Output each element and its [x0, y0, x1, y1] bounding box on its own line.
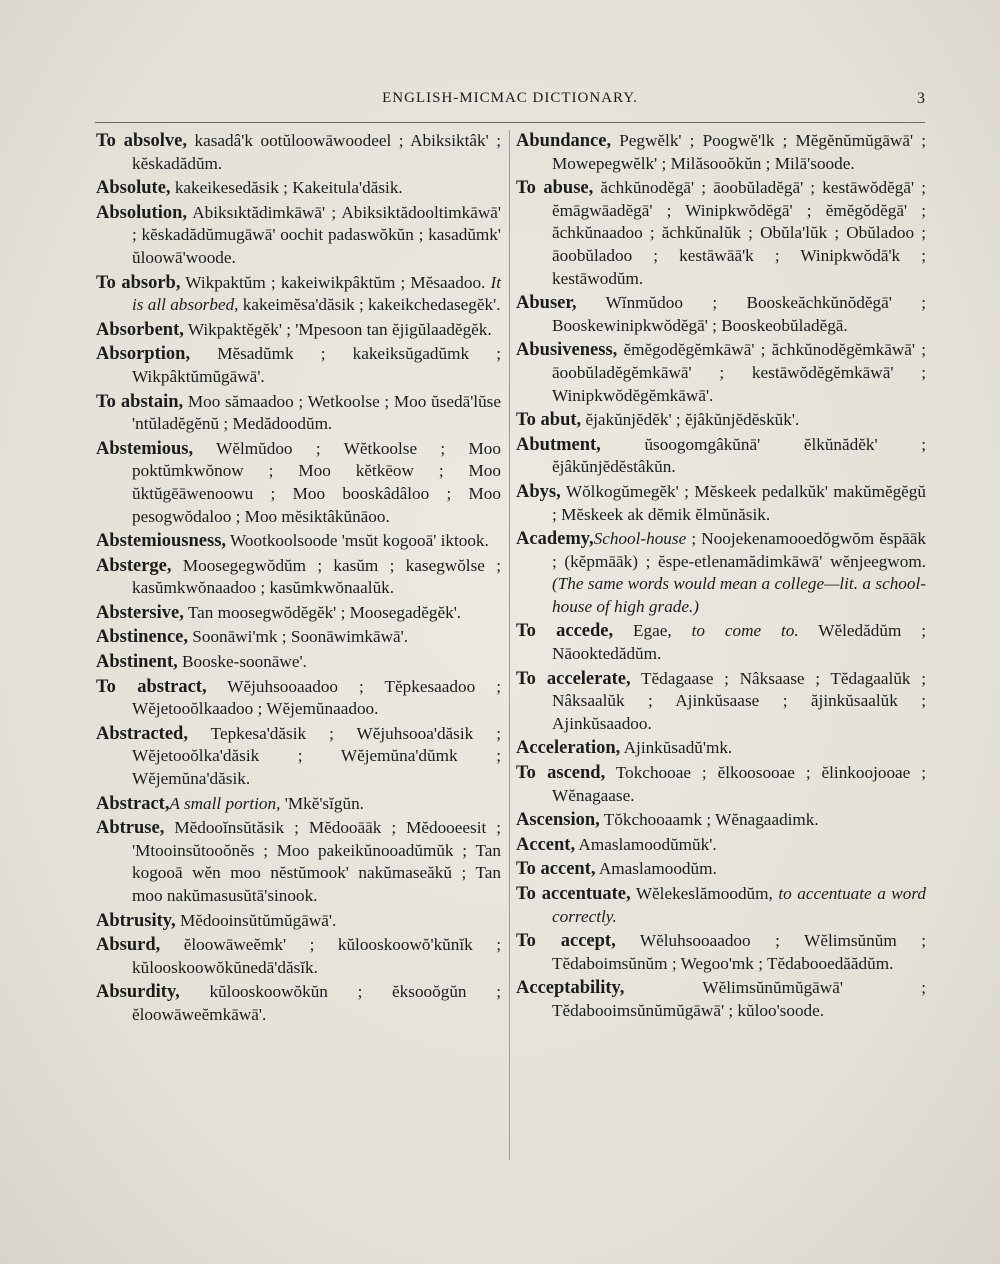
entry-definition: Pegwĕlk' ; Poogwĕ'lk ; Mĕgĕnŭmŭgāwā' ; Mowepegwĕlk' ; Milăsooŏkŭn ; Milā'soode. — [552, 131, 926, 173]
entry-definition: Tepkesa'dăsik ; Wĕjuhsooa'dăsik ; Wĕjetooŏlka'dăsik ; Wĕjemŭna'dŭmk ; Wĕjemŭna'dăsik. — [132, 723, 501, 789]
dictionary-entry — [96, 910, 501, 933]
entry-definition: Wĕluhsooaadoo ; Wĕlimsŭnŭm ; Tĕdaboimsŭnŭm ; Wegoo'mk ; Tĕdabooedăădŭm. — [552, 931, 926, 973]
dictionary-entry — [516, 409, 926, 432]
entry-headword: Abundance, — [516, 131, 612, 151]
entry-headword: absolve, — [123, 131, 187, 151]
entry-definition: kakeikesedăsik ; Kakeitula'dăsik. — [170, 178, 403, 198]
entry-definition: ĕjakŭnjĕdĕk' ; ĕjâkŭnjĕdĕskŭk'. — [581, 410, 800, 430]
entry-headword: Absterge, — [96, 555, 172, 576]
entry-headword: Abusiveness, — [516, 340, 618, 361]
entry-italic-gloss: to come to. — [691, 621, 799, 641]
entry-headword: Acceleration, — [516, 738, 621, 759]
entry-headword: Abys, — [516, 481, 561, 502]
entry-definition: Wootkoolsoode 'msŭt kogooā' iktook. — [226, 531, 489, 551]
dictionary-entry — [96, 343, 501, 388]
dictionary-entry — [96, 651, 501, 674]
entry-prefix: To — [516, 931, 561, 952]
entry-definition: kŭlooskoowŏkŭn ; ĕksooŏgŭn ; ĕloowāweĕmkāwā'. — [132, 982, 501, 1024]
entry-headword: abstain, — [120, 391, 184, 412]
entry-headword: Acceptability, — [516, 978, 625, 999]
dictionary-entry — [96, 817, 501, 907]
entry-italic-gloss: It is all absorbed, — [132, 272, 501, 315]
entry-headword: Absolute, — [96, 178, 171, 199]
entry-headword: Abstemious, — [96, 438, 194, 459]
dictionary-entry — [516, 668, 926, 736]
entry-definition: Tokchooae ; ĕlkoosooae ; ĕlinkoojooae ; Wĕnagaase. — [552, 763, 926, 805]
entry-headword: accentuate, — [541, 884, 631, 904]
entry-headword: accede, — [556, 621, 614, 642]
dictionary-entry — [516, 858, 926, 881]
dictionary-entry — [516, 930, 926, 975]
entry-definition: Amaslamoodŭm. — [595, 859, 717, 879]
dictionary-entry — [516, 481, 926, 526]
entry-definition: Tan moosegwŏdĕgĕk' ; Moosegadĕgĕk'. — [183, 602, 462, 622]
entry-definition: Wĕlmŭdoo ; Wĕtkoolse ; Moo poktŭmkwŏnow ; Moo kĕtkēow ; Moo ŭktŭgēāwenoowu ; Moo booskâdâloo ; Moo pesogwŏdaloo ; Moo mĕsiktâkŭnāoo. — [132, 438, 501, 526]
entry-definition: Moosegegwŏdŭm ; kasŭm ; kasegwŏlse ; kasŭmkwŏnaadoo ; kasŭmkwŏnaalŭk. — [132, 555, 501, 598]
dictionary-entry — [516, 620, 926, 665]
entry-definition: Abiksıktădimkāwā' ; Abiksiktădooltimkāwā' ; kĕskadădŭmugāwā' oochit padaswŏkŭn ; kasadŭmk' ŭloowā'woode. — [132, 202, 501, 267]
entry-italic-gloss: (The same words would mean a college—lit. a school-house of high grade.) — [552, 574, 926, 616]
entry-definition: Mĕsadŭmk ; kakeiksŭgadŭmk ; Wikpâktŭmŭgāwā'. — [132, 344, 501, 386]
entry-italic-gloss: A small portion, — [169, 793, 281, 813]
entry-definition: Booske-soonāwe'. — [177, 652, 307, 672]
entry-definition: Wĕlimsŭnŭmŭgāwā' ; Tĕdabooimsŭnŭmŭgāwā' ; kŭloo'soode. — [552, 978, 926, 1020]
dictionary-entry — [96, 319, 501, 342]
entry-definition: Moo sămaadoo ; Wetkoolse ; Moo ŭsedā'lŭse 'ntŭladĕgĕnŭ ; Medădoodŭm. — [132, 391, 501, 434]
entry-definition: 'Mkĕ'sĭgŭn. — [280, 793, 364, 813]
entry-definition: Mĕdooĭnsŭtăsik ; Mĕdooāāk ; Mĕdooeesit ; 'Mtooinsŭtooŏnĕs ; Moo pakeikŭnooadŭmŭk ; Tan kogooā wĕn moo nĕstŭmook' nakŭmaseăkŭ ; Tan moo nakŭmasusŭtā'sinook. — [132, 818, 501, 905]
entry-headword: Abstinent, — [96, 652, 178, 673]
entry-definition: ĕloowāweĕmk' ; kŭlooskoowŏ'kŭnĭk ; kŭlooskoowŏkŭnedā'dăsĭk. — [132, 935, 501, 977]
column-divider — [509, 130, 510, 1160]
entry-prefix: To — [96, 676, 138, 697]
entry-prefix: To — [96, 391, 121, 412]
entry-headword: Absorption, — [96, 344, 191, 365]
dictionary-entry — [96, 272, 501, 317]
dictionary-entry — [96, 438, 501, 528]
entry-headword: ascend, — [547, 763, 606, 784]
entry-headword: Absurd, — [96, 935, 161, 956]
entry-definition: Wikpaktŭm ; kakeiwikpâktŭm ; Mĕsaadoo. — [180, 272, 491, 292]
dictionary-entry — [96, 626, 501, 649]
dictionary-entry — [516, 434, 926, 479]
entry-definition: kakeimĕsa'dăsik ; kakeikchedasegĕk'. — [238, 295, 501, 315]
entry-prefix: To — [516, 621, 557, 642]
entry-definition: Ajinkŭsadŭ'mk. — [620, 738, 733, 758]
entry-prefix: To — [516, 668, 547, 689]
dictionary-entry — [516, 834, 926, 857]
entry-definition: Wĕlekeslămoodŭm, — [630, 884, 779, 903]
entry-definition: Amaslamoodŭmŭk'. — [575, 834, 717, 854]
dictionary-entry — [516, 977, 926, 1022]
entry-headword: abut, — [540, 410, 582, 431]
entry-headword: Abtruse, — [96, 818, 165, 839]
dictionary-entry — [96, 202, 501, 270]
entry-headword: absorb, — [121, 272, 181, 293]
dictionary-entry — [96, 530, 501, 553]
entry-headword: abstract, — [137, 676, 207, 697]
entry-definition: ăchkŭnodĕgā' ; āoobŭladĕgā' ; kestāwŏdĕgā' ; ĕmāgwāadĕgā' ; Winipkwŏdĕgā' ; ĕmĕgŏdĕgā' ; ăchkŭnaadoo ; ăchkŭnalŭk ; Obŭla'lŭk ; Obŭladoo ; āoobŭladoo ; kestāwāā'k ; Winipkwŏdā'k ; kestāwodŭm. — [552, 178, 926, 288]
entry-definition: Tĕdagaase ; Nâksaase ; Tĕdagaalŭk ; Nâksaalŭk ; Ajinkŭsaase ; ăjinkŭsaalŭk ; Ajinkŭsaadoo. — [552, 668, 926, 733]
entry-definition: Soonāwi'mk ; Soonāwimkāwā'. — [188, 627, 409, 647]
dictionary-entry — [96, 676, 501, 721]
dictionary-entry — [516, 339, 926, 407]
entry-definition: Wĕjuhsooaadoo ; Tĕpkesaadoo ; Wĕjetooŏlkaadoo ; Wĕjemŭnaadoo. — [132, 676, 501, 719]
entry-prefix: To — [96, 131, 124, 151]
entry-definition: Wĭnmŭdoo ; Booskeăchkŭnŏdĕgā' ; Booskewinipkwŏdĕgā' ; Booskeobŭladĕgā. — [552, 293, 926, 335]
entry-definition: kasadâ'k ootŭloowāwoodeel ; Abiksiktâk' ; kĕskadădŭm. — [132, 131, 501, 173]
entry-definition: Egae, — [613, 621, 692, 641]
entry-headword: accelerate, — [546, 668, 631, 689]
entry-headword: accent, — [540, 859, 596, 880]
page-header — [95, 90, 925, 114]
entry-headword: Abstersive, — [96, 602, 184, 623]
entry-headword: accept, — [560, 931, 616, 952]
entry-headword: Absurdity, — [96, 982, 180, 1003]
entry-headword: Academy, — [516, 529, 594, 550]
entry-prefix: To — [516, 859, 541, 880]
dictionary-entry — [516, 292, 926, 337]
entry-headword: Abutment, — [516, 434, 601, 455]
entry-headword: Abstemiousness, — [96, 531, 227, 552]
entry-italic-gloss: School-house — [593, 529, 687, 549]
entry-italic-gloss: to accentuate a word correctly. — [552, 884, 927, 926]
entry-definition: Wŏlkogŭmegĕk' ; Mĕskeek pedalkŭk' makŭmĕgĕgŭ ; Mĕskeek ak dĕmik ĕlmŭnăsik. — [552, 481, 926, 524]
dictionary-entry — [96, 934, 501, 979]
entry-headword: Absorbent, — [96, 319, 184, 340]
entry-definition: ; Noojekenamooedŏgwŏm ĕspāāk ; (kĕpmāāk) ; ĕspe-etlenamădimkāwā' wĕnjeegwom. — [552, 529, 926, 571]
entry-headword: Accent, — [516, 834, 576, 855]
dictionary-entry — [96, 177, 501, 200]
dictionary-entry — [96, 555, 501, 600]
entry-headword: Absolution, — [96, 202, 187, 223]
dictionary-entry — [96, 130, 501, 175]
dictionary-entry — [516, 528, 926, 618]
dictionary-entry — [96, 793, 501, 816]
entry-headword: Abtrusity, — [96, 910, 176, 931]
entry-prefix: To — [516, 410, 541, 431]
entry-definition: Tŏkchooaamk ; Wĕnagaadimk. — [599, 810, 819, 830]
entry-prefix: To — [516, 178, 544, 199]
entry-headword: Abstract, — [96, 793, 170, 814]
dictionary-entry — [516, 737, 926, 760]
entry-definition: Wĕledădŭm ; Nāooktedădŭm. — [552, 621, 926, 664]
right-column — [516, 130, 926, 1025]
entry-prefix: To — [96, 272, 122, 293]
dictionary-entry — [516, 883, 926, 928]
running-title: ENGLISH-MICMAC DICTIONARY. — [382, 90, 638, 106]
entry-headword: Abuser, — [516, 293, 577, 314]
entry-prefix: To — [516, 884, 542, 904]
entry-headword: Ascension, — [516, 810, 600, 831]
entry-headword: abuse, — [543, 178, 594, 199]
page-number: 3 — [917, 90, 925, 107]
dictionary-entry — [516, 762, 926, 807]
dictionary-entry — [96, 981, 501, 1026]
entry-definition: Wikpaktĕgĕk' ; 'Mpesoon tan ĕjigŭlaadĕgĕk. — [183, 319, 492, 339]
entry-headword: Abstinence, — [96, 627, 188, 648]
left-column — [96, 130, 501, 1029]
dictionary-entry — [96, 723, 501, 791]
entry-definition: Mĕdooinsŭtŭmŭgāwā'. — [175, 910, 337, 930]
entry-headword: Abstracted, — [96, 723, 188, 744]
header-rule — [95, 122, 925, 123]
dictionary-entry — [516, 809, 926, 832]
entry-definition: ĕmĕgodĕgĕmkāwā' ; ăchkŭnodĕgĕmkāwā' ; āoobŭladĕgĕmkāwā' ; kestāwŏdĕgĕmkāwā' ; Winipkwŏdĕgĕmkāwā'. — [552, 340, 926, 405]
entry-prefix: To — [516, 763, 548, 784]
dictionary-entry — [516, 177, 926, 290]
dictionary-entry — [516, 130, 926, 175]
dictionary-entry — [96, 391, 501, 436]
entry-definition: ŭsoogomgâkŭnā' ĕlkŭnădĕk' ; ĕjâkŭnjĕdĕstâkŭn. — [552, 434, 926, 477]
dictionary-entry — [96, 602, 501, 625]
